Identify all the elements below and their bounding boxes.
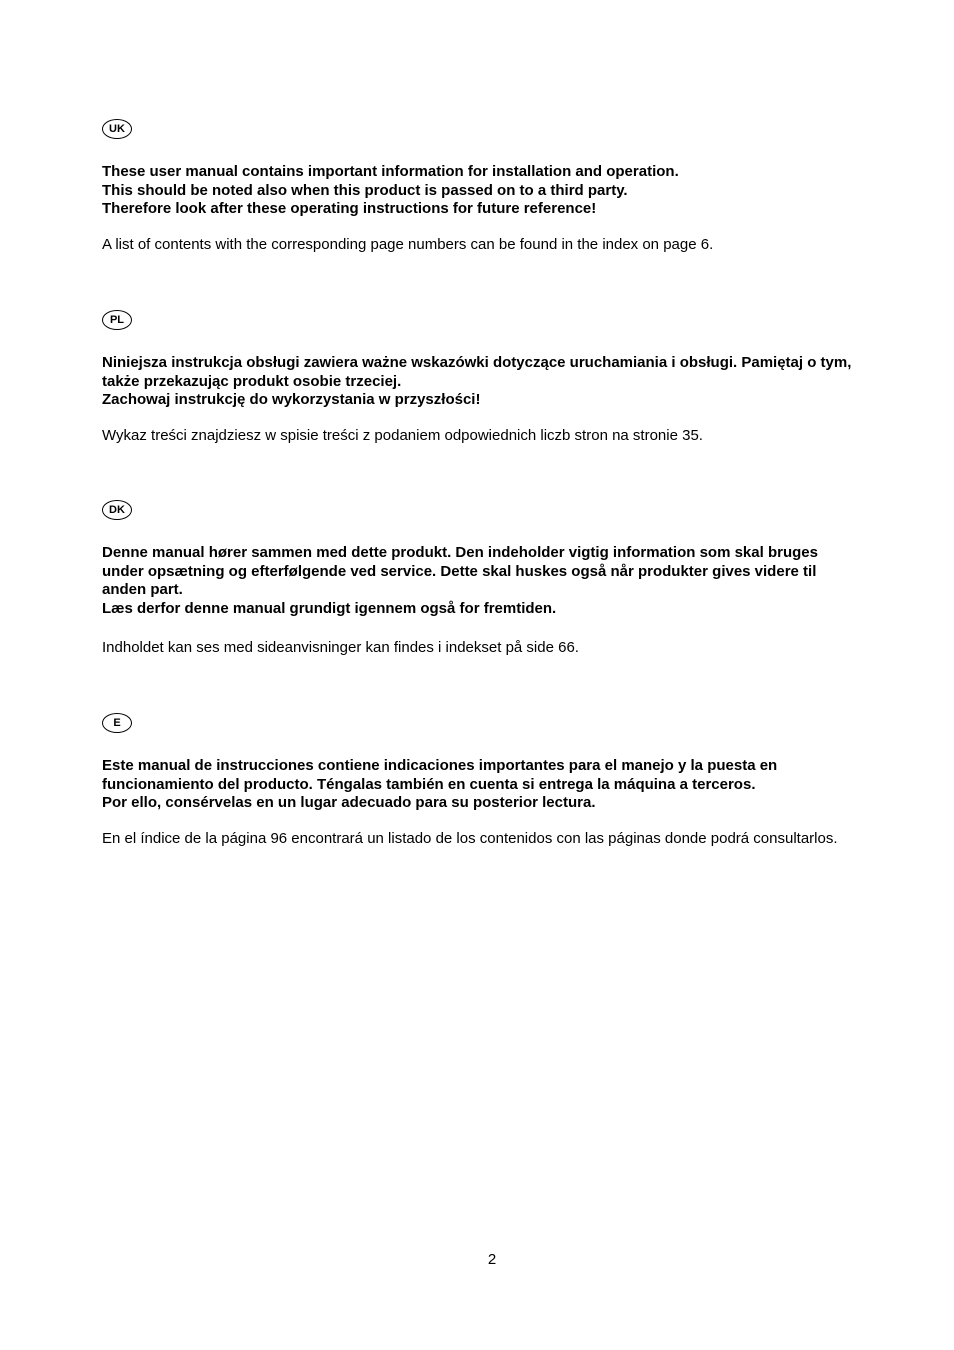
- language-badge-e: E: [102, 713, 132, 733]
- language-badge-pl: PL: [102, 310, 132, 330]
- notice-line: Niniejsza instrukcja obsługi zawiera ważne wskazówki dotyczące uruchamiania i obsługi. Pamiętaj o tym, także przekazując produkt osobie trzeciej.: [102, 354, 852, 390]
- index-note: Indholdet kan ses med sideanvisninger kan findes i indekset på side 66.: [102, 639, 579, 656]
- notice-line: Læs derfor denne manual grundigt igennem også for fremtiden.: [102, 599, 557, 617]
- important-notice: [102, 354, 862, 410]
- index-note: En el índice de la página 96 encontrará un listado de los contenidos con las páginas donde podrá consultarlos.: [102, 829, 838, 847]
- section-dk: [102, 500, 862, 658]
- section-e: [102, 713, 862, 848]
- important-notice: [102, 757, 862, 813]
- page-number: 2: [487, 1251, 497, 1268]
- notice-line: Zachowaj instrukcję do wykorzystania w przyszłości!: [102, 391, 481, 408]
- notice-line: Este manual de instrucciones contiene indicaciones importantes para el manejo y la puesta en funcionamiento del producto. Téngalas también en cuenta si entrega la máquina a terceros.: [102, 757, 778, 793]
- important-notice: [102, 163, 862, 219]
- index-note: A list of contents with the corresponding page numbers can be found in the index on page 6.: [102, 235, 714, 253]
- notice-line: These user manual contains important information for installation and operation.: [102, 163, 679, 180]
- language-badge-uk: UK: [102, 119, 132, 139]
- section-uk: [102, 119, 862, 254]
- important-notice: [102, 544, 862, 618]
- index-note: Wykaz treści znajdziesz w spisie treści z podaniem odpowiednich liczb stron na stronie 35.: [102, 426, 703, 444]
- notice-line: Therefore look after these operating instructions for future reference!: [102, 200, 597, 217]
- notice-line: Por ello, consérvelas en un lugar adecuado para su posterior lectura.: [102, 794, 596, 811]
- notice-line: Denne manual hører sammen med dette produkt. Den indeholder vigtig information som skal bruges under opsætning og efterfølgende ved service. Dette skal huskes også når produkter gives videre til anden part.: [102, 544, 818, 598]
- section-pl: [102, 310, 862, 445]
- notice-line: This should be noted also when this product is passed on to a third party.: [102, 181, 628, 199]
- language-badge-dk: DK: [102, 500, 132, 520]
